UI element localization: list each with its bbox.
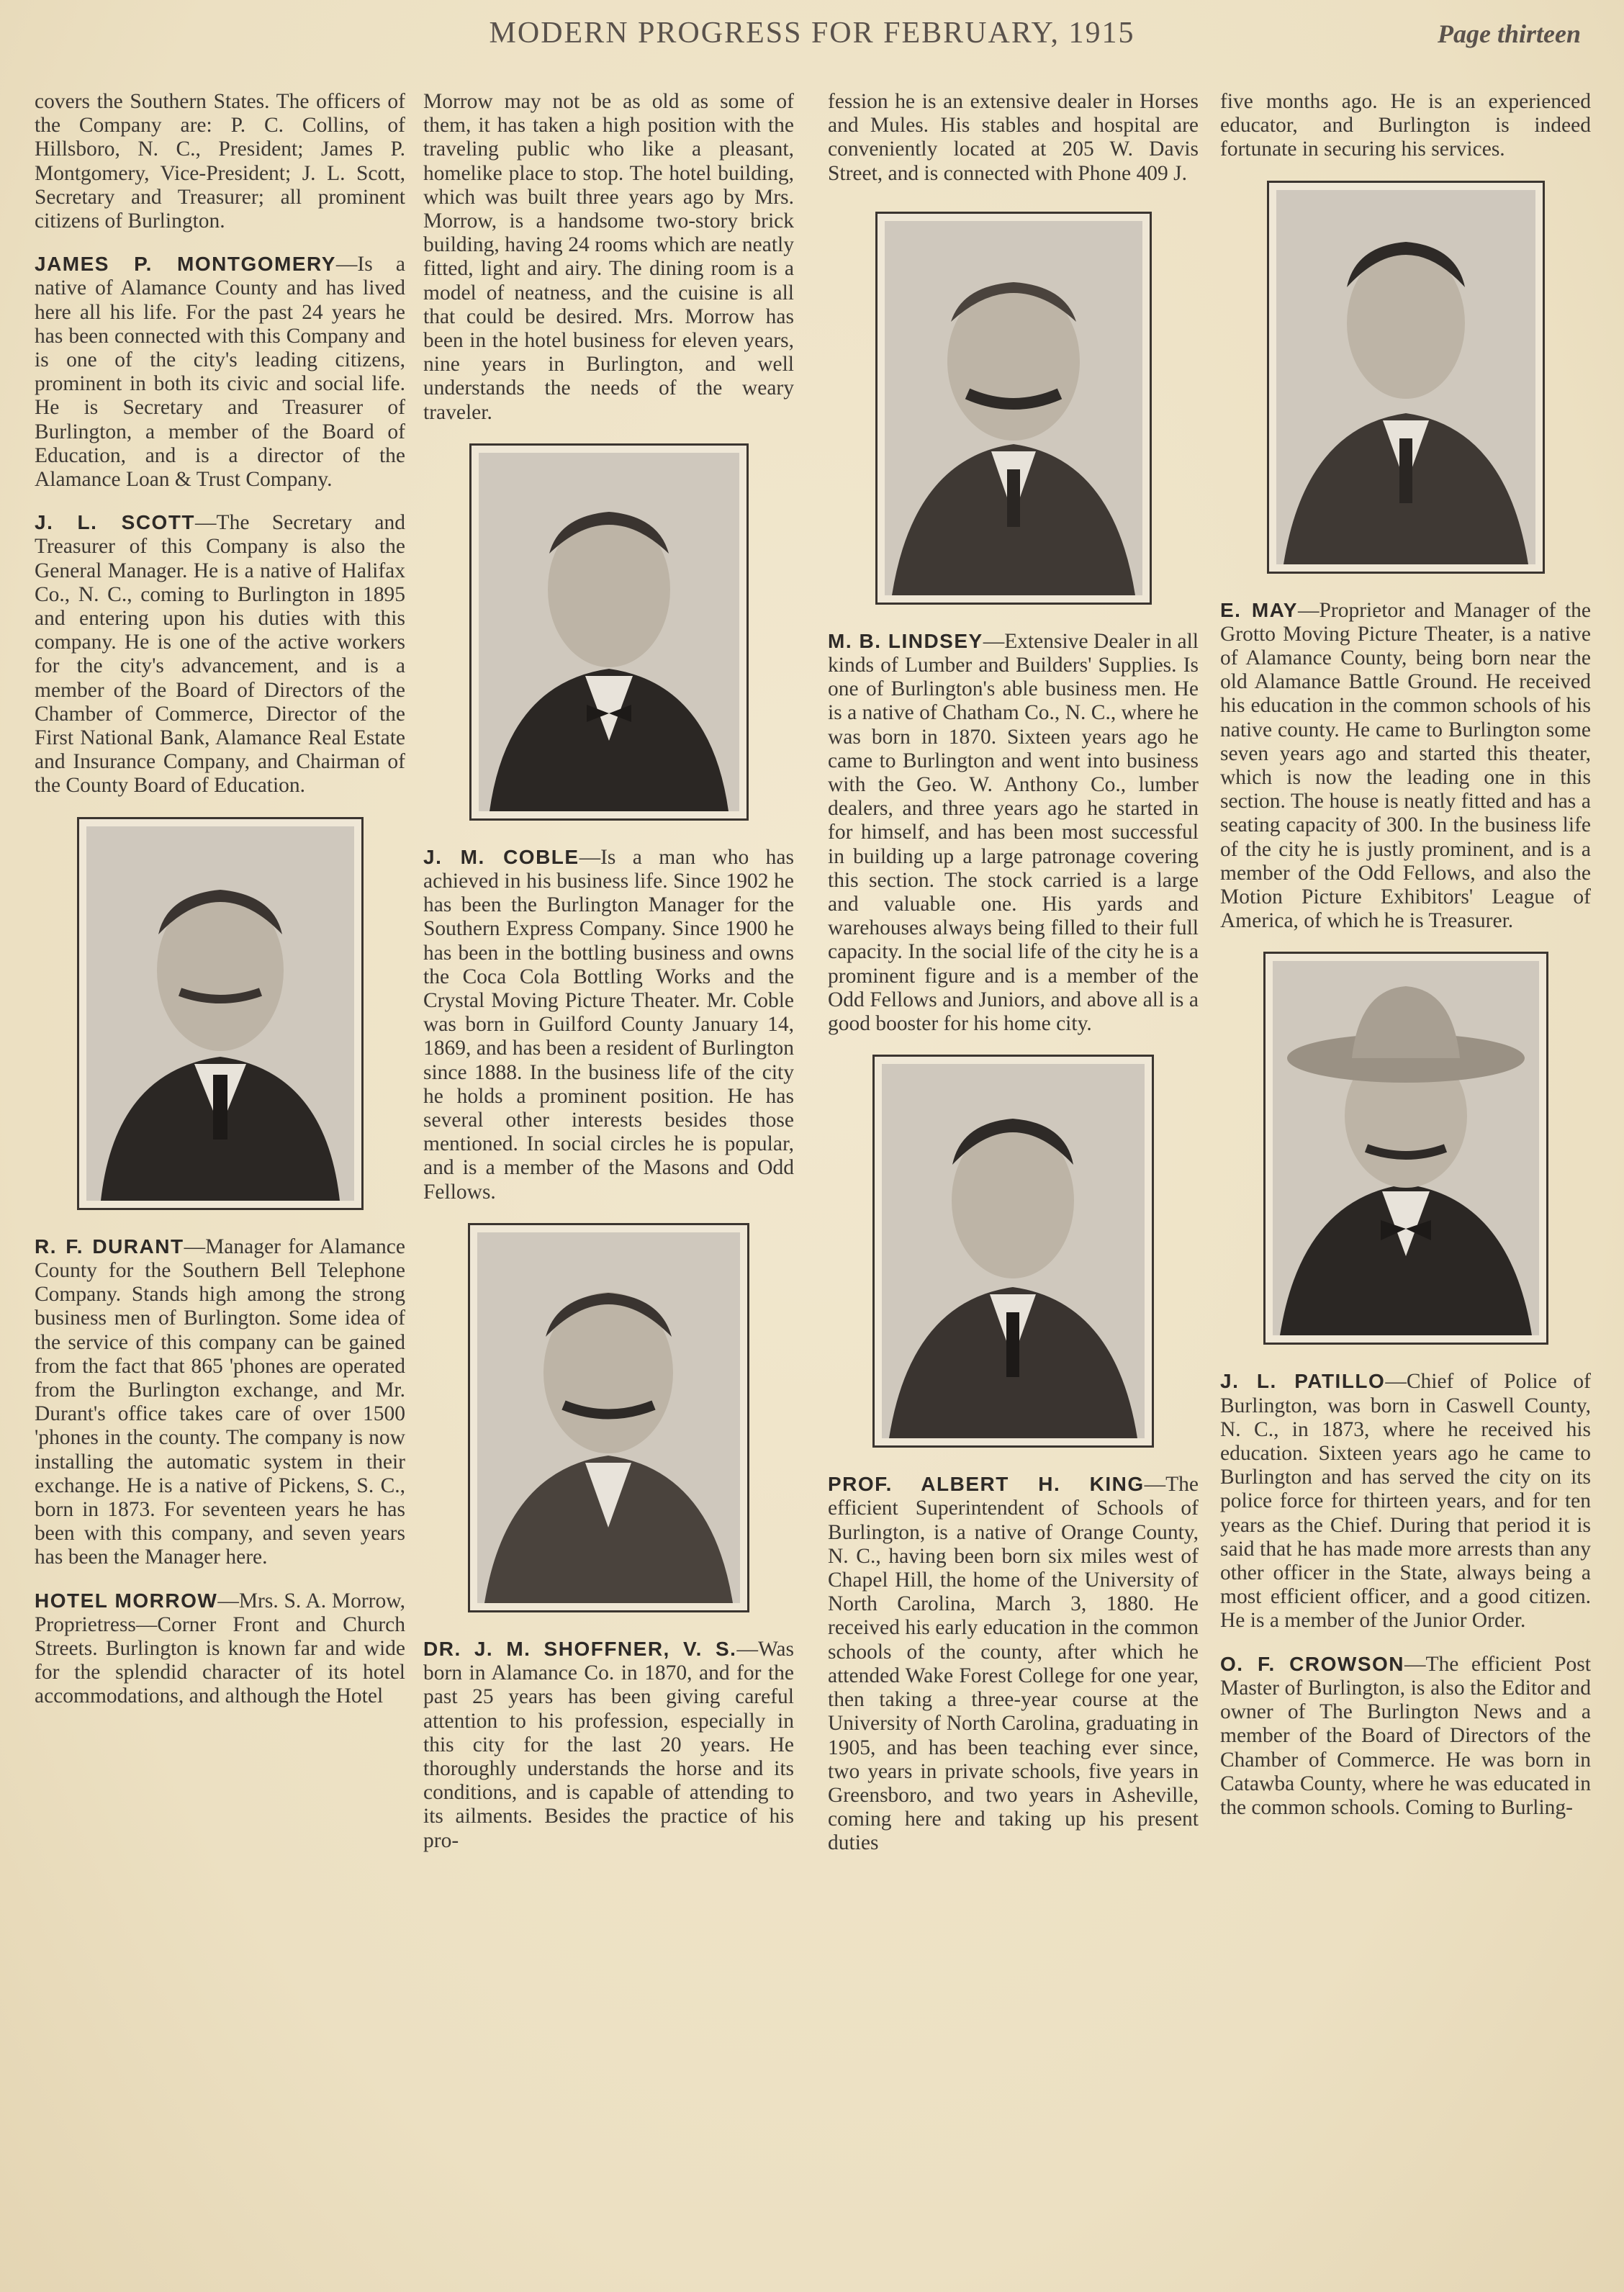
column-1 — [35, 90, 405, 1728]
page-header-title: MODERN PROGRESS FOR FEBRUARY, 1915 — [489, 17, 1135, 50]
bio-text: —The efficient Post Master of Burlington, is also the Editor and owner of The Burlington News and a member of the Board of Directors of the Chamber of Commerce. He was born in Catawba County, where he was educated in the common schools. Coming to Burling- — [1220, 1652, 1591, 1819]
portrait-figure — [882, 1064, 1145, 1438]
bio-name: JAMES P. MONTGOMERY — [35, 253, 336, 276]
bio-text: —Is a man who has achieved in his business life. Since 1902 he has been the Burlington Manager for the Southern Express Company. Since 1900 he has been in the bottling business and owns the Coca Cola Bottling Works and the Crystal Moving Picture Theater. Mr. Coble was born in Guilford County January 14, 1869, and has been a resident of Burlington since 1888. In the business life of the city he holds a prominent position. He has several other interests besides those mentioned. In social circles he is popular, and is a member of the Masons and Odd Fellows. — [423, 845, 794, 1204]
bio-text: —The efficient Superintendent of Schools of Burlington, is a native of Orange County, N. C., having been born six miles west of Chapel Hill, the home of the University of North Carolina, March 3, 1880. He received his early education in the common schools of the county, after which he attended Wake Forest College for one year, then taking a three-year course at the University of North Carolina, graduating in 1905, and has been teaching ever since, two years in private schools, five years in Greensboro, and two years in Asheville, coming here and taking up his present duties — [828, 1473, 1199, 1855]
portrait-figure — [479, 453, 739, 811]
paragraph: Morrow may not be as old as some of them, it has taken a high position with the traveling public who like a pleasant, homelike place to stop. The hotel building, which was built three years ago by Mrs. Morrow, is a handsome two-story brick building, having 24 rooms which are neatly fitted, light and airy. The dining room is a model of neatness, and the cuisine is all that could be desired. Mrs. Morrow has been in the hotel business for eleven years, nine years in Burlington, and well understands the needs of the weary traveler. — [423, 90, 794, 424]
bio-name: E. MAY — [1220, 598, 1298, 621]
portrait-figure — [86, 826, 354, 1201]
bio-hotel-morrow — [35, 1589, 405, 1709]
bio-coble — [423, 845, 794, 1204]
paragraph: fession he is an extensive dealer in Horses and Mules. His stables and hospital are conveniently located at 205 W. Davis Street, and is connected with Phone 409 J. — [828, 90, 1199, 185]
column-4 — [1220, 90, 1591, 1838]
bio-text: —Chief of Police of Burlington, was born in Caswell County, N. C., in 1873, where he received his education. Sixteen years ago he came to Burlington and has served the city on its police force for thirteen years, and for ten years as the Chief. During that period it is said that he has made more arrests than any other officer in the State, always being a most efficient officer, and a good citizen. He is a member of the Junior Order. — [1220, 1370, 1591, 1633]
bio-name: J. M. COBLE — [423, 845, 579, 868]
bio-lindsey — [828, 629, 1199, 1036]
bio-scott — [35, 510, 405, 798]
portrait-photo-patillo — [1263, 952, 1548, 1345]
bio-name: R. F. DURANT — [35, 1235, 184, 1258]
bio-durant — [35, 1235, 405, 1570]
bio-name: O. F. CROWSON — [1220, 1652, 1405, 1675]
bio-text: —Is a native of Alamance County and has lived here all his life. For the past 24 years he has been connected with this Company and is one of the city's leading citizens, prominent in both its civic and social life. He is Secretary and Treasurer of Burlington, a member of the Board of Education, and is a director of the Alamance Loan & Trust Company. — [35, 253, 405, 492]
bio-patillo — [1220, 1369, 1591, 1633]
bio-montgomery — [35, 252, 405, 492]
bio-may — [1220, 598, 1591, 934]
bio-name: J. L. PATILLO — [1220, 1370, 1386, 1393]
portrait-figure — [1276, 190, 1535, 564]
bio-text: —The Secretary and Treasurer of this Company is also the General Manager. He is a native of Halifax Co., N. C., coming to Burlington in 1895 and entering upon his duties with this company. He is one of the active workers for the city's advancement, and is a member of the Board of Directors of the Chamber of Commerce, Director of the First National Bank, Alamance Real Estate and Insurance Company, and Chairman of the County Board of Education. — [35, 511, 405, 798]
bio-shoffner — [423, 1637, 794, 1853]
portrait-photo-coble — [469, 443, 749, 821]
portrait-photo-lindsey — [875, 212, 1152, 605]
paragraph: covers the Southern States. The officers of the Company are: P. C. Collins, of Hillsboro, N. C., President; James P. Montgomery, Vice-President; J. L. Scott, Secretary and Treasurer; all prominent citizens of Burlington. — [35, 90, 405, 233]
bio-name: M. B. LINDSEY — [828, 629, 983, 652]
bio-name: DR. J. M. SHOFFNER, V. S. — [423, 1637, 737, 1660]
bio-text: —Proprietor and Manager of the Grotto Moving Picture Theater, is a native of Alamance County, being born near the old Alamance Battle Ground. He received his education in the common schools of his native county. He came to Burlington some seven years ago and started this theater, which is now the leading one in this section. The house is neatly fitted and has a seating capacity of 300. In the business life of the city he is justly prominent, and is a member of the Odd Fellows, and also the Motion Picture Exhibitors' League of America, of which he is Treasurer. — [1220, 598, 1592, 933]
column-3 — [828, 90, 1199, 1874]
paragraph: five months ago. He is an experienced educator, and Burlington is indeed fortunate in securing his services. — [1220, 90, 1591, 161]
portrait-figure — [1273, 961, 1539, 1335]
bio-text: —Was born in Alamance Co. in 1870, and for the past 25 years has been giving careful attention to his profession, especially in this city for the last 20 years. He thoroughly understands the horse and its conditions, and is capable of attending to its ailments. Besides the practice of his pro- — [423, 1637, 794, 1852]
bio-text: —Mrs. S. A. Morrow, Proprietress—Corner Front and Church Streets. Burlington is known far and wide for the splendid character of its hotel accommodations, and although the Hotel — [35, 1589, 405, 1708]
portrait-figure — [477, 1232, 740, 1603]
bio-king — [828, 1472, 1199, 1855]
bio-name: PROF. ALBERT H. KING — [828, 1473, 1145, 1496]
bio-crowson — [1220, 1652, 1591, 1820]
column-2 — [423, 90, 794, 1872]
portrait-photo-durant — [77, 817, 364, 1210]
bio-name: HOTEL MORROW — [35, 1589, 218, 1612]
portrait-photo-shoffner — [468, 1223, 749, 1612]
portrait-figure — [885, 221, 1142, 595]
bio-text: —Extensive Dealer in all kinds of Lumber and Builders' Supplies. Is one of Burlington's able business men. He is a native of Chatham Co., N. C., where he was born in 1870. Sixteen years ago he came to Burlington and went into business with the Geo. W. Anthony Co., lumber dealers, and three years ago he started in for himself, and has been most successful in building up a large patronage covering this section. The stock carried is a large and valuable one. His yards and warehouses always being filled to their full capacity. In the social life of the city he is a prominent figure and is a member of the Odd Fellows and Juniors, and above all is a good booster for his home city. — [828, 629, 1199, 1036]
portrait-photo-may — [1267, 181, 1545, 574]
portrait-photo-king — [872, 1055, 1154, 1448]
bio-name: J. L. SCOTT — [35, 511, 196, 534]
page-number: Page thirteen — [1438, 19, 1581, 48]
bio-text: —Manager for Alamance County for the Southern Bell Telephone Company. Stands high among the strong business men of Burlington. Some idea of the service of this company can be gained from the fact that 865 'phones are operated from the Burlington exchange, and Mr. Durant's office takes care of over 1500 'phones in the county. The company is now installing the automatic system in their exchange. He is a native of Pickens, S. C., born in 1873. For seventeen years he has been with this company, and seven years has been the Manager here. — [35, 1235, 405, 1569]
